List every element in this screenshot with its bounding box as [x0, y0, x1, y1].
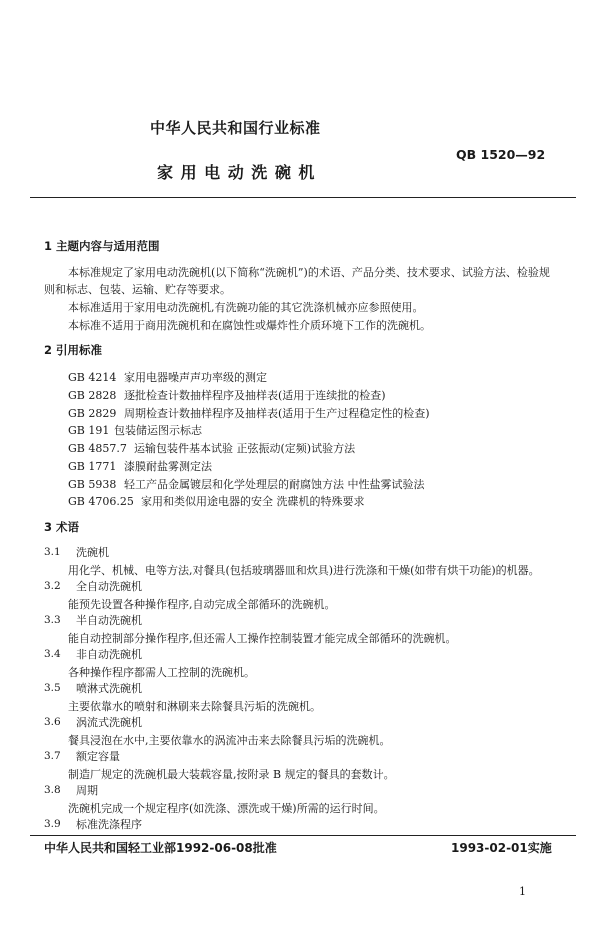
section1-para3: 本标准不适用于商用洗碗机和在腐蚀性或爆炸性介质环境下工作的洗碗机。: [68, 319, 431, 332]
term-name: 标准洗涤程序: [76, 818, 142, 831]
term-name: 半自动洗碗机: [76, 614, 142, 627]
term-name: 非自动洗碗机: [76, 648, 142, 661]
term-name: 周期: [76, 784, 98, 797]
ref-title: 周期检查计数抽样程序及抽样表(适用于生产过程稳定性的检查): [124, 407, 430, 420]
ref-title: 家用和类似用途电器的安全 洗碟机的特殊要求: [141, 495, 365, 508]
section1-para1-line1: 本标准规定了家用电动洗碗机(以下简称“洗碗机”)的术语、产品分类、技术要求、试验方法、检验规: [68, 266, 550, 279]
document-title: 家 用 电 动 洗 碗 机: [157, 163, 316, 182]
ref-title: 包装储运图示标志: [114, 424, 202, 437]
term-definition: 主要依靠水的喷射和淋刷来去除餐具污垢的洗碗机。: [68, 700, 321, 713]
ref-title: 漆膜耐盐雾测定法: [124, 460, 212, 473]
ref-code: GB 191: [68, 424, 110, 437]
section2-heading: 2 引用标准: [44, 343, 103, 357]
page-number: 1: [519, 885, 526, 898]
term-number: 3.1: [44, 546, 61, 558]
standard-code: QB 1520—92: [456, 147, 546, 162]
ref-title: 逐批检查计数抽样程序及抽样表(适用于连续批的检查): [124, 389, 386, 402]
ref-code: GB 1771: [68, 460, 117, 473]
term-definition: 餐具浸泡在水中,主要依靠水的涡流冲击来去除餐具污垢的洗碗机。: [68, 734, 391, 747]
ref-code: GB 4214: [68, 371, 117, 384]
term-definition: 用化学、机械、电等方法,对餐具(包括玻璃器皿和炊具)进行洗涤和干燥(如带有烘干功能)的机器。: [68, 564, 540, 577]
term-definition: 洗碗机完成一个规定程序(如洗涤、漂洗或干燥)所需的运行时间。: [68, 802, 385, 815]
term-number: 3.8: [44, 784, 61, 796]
term-number: 3.4: [44, 648, 61, 660]
ref-code: GB 2828: [68, 389, 117, 402]
ref-code: GB 2829: [68, 407, 117, 420]
term-number: 3.2: [44, 580, 61, 592]
ref-title: 轻工产品金属镀层和化学处理层的耐腐蚀方法 中性盐雾试验法: [124, 478, 425, 491]
term-number: 3.9: [44, 818, 61, 830]
section1-heading: 1 主题内容与适用范围: [44, 239, 160, 253]
footer-divider: [30, 835, 576, 836]
term-definition: 能自动控制部分操作程序,但还需人工操作控制装置才能完成全部循环的洗碗机。: [68, 632, 457, 645]
term-definition: 各种操作程序都需人工控制的洗碗机。: [68, 666, 255, 679]
ref-title: 家用电器噪声声功率级的测定: [124, 371, 267, 384]
term-definition: 能预先设置各种操作程序,自动完成全部循环的洗碗机。: [68, 598, 336, 611]
term-name: 额定容量: [76, 750, 120, 763]
ref-title: 运输包装件基本试验 正弦振动(定频)试验方法: [134, 442, 356, 455]
term-name: 喷淋式洗碗机: [76, 682, 142, 695]
header-divider: [30, 197, 576, 198]
section3-heading: 3 术语: [44, 520, 80, 534]
term-number: 3.3: [44, 614, 61, 626]
term-name: 全自动洗碗机: [76, 580, 142, 593]
term-number: 3.7: [44, 750, 61, 762]
term-definition: 制造厂规定的洗碗机最大装载容量,按附录 B 规定的餐具的套数计。: [68, 768, 395, 781]
section1-para2: 本标准适用于家用电动洗碗机,有洗碗功能的其它洗涤机械亦应参照使用。: [68, 301, 424, 314]
ref-code: GB 5938: [68, 478, 117, 491]
section1-para1-line2: 则和标志、包装、运输、贮存等要求。: [44, 283, 231, 296]
approval-line: 中华人民共和国轻工业部1992-06-08批准: [44, 841, 277, 855]
ref-code: GB 4857.7: [68, 442, 127, 455]
term-number: 3.5: [44, 682, 61, 694]
term-number: 3.6: [44, 716, 61, 728]
effective-date: 1993-02-01实施: [451, 841, 552, 855]
ref-code: GB 4706.25: [68, 495, 134, 508]
term-name: 涡流式洗碗机: [76, 716, 142, 729]
term-name: 洗碗机: [76, 546, 109, 559]
standard-org: 中华人民共和国行业标准: [150, 119, 321, 137]
